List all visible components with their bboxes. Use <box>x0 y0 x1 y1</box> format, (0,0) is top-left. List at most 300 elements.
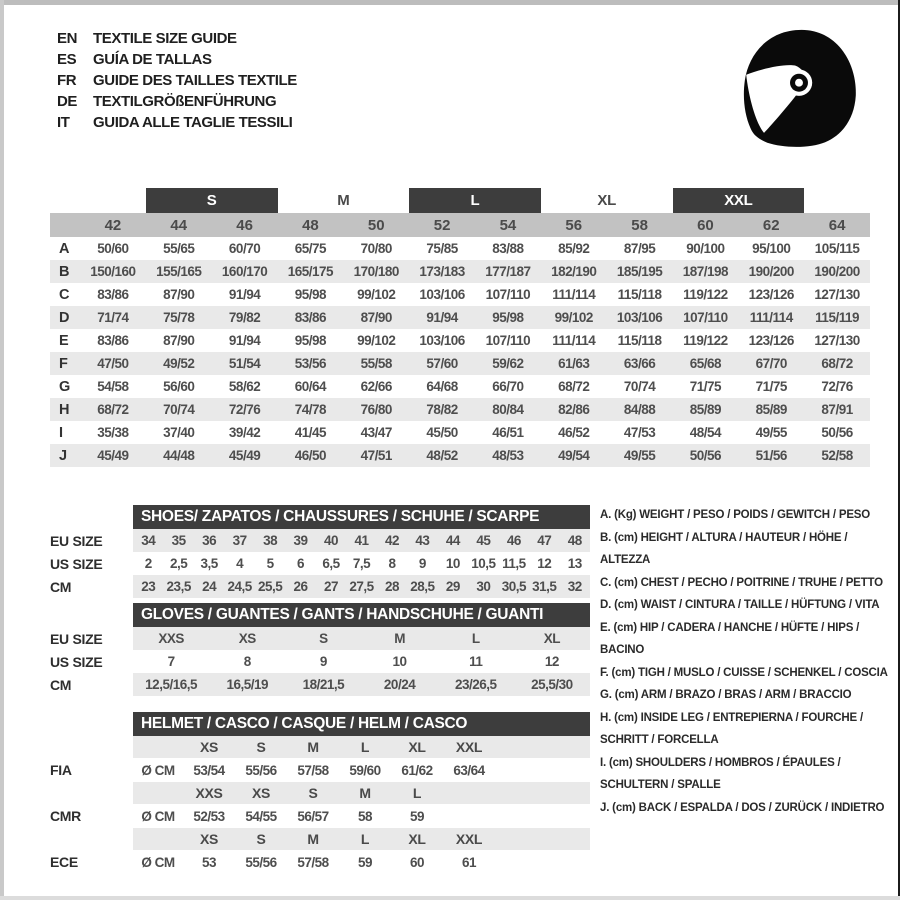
row-label: E <box>59 332 69 349</box>
size-header-cell: 56 <box>565 216 583 234</box>
measurement-value: 59/62 <box>492 356 524 371</box>
value: 32 <box>567 579 582 594</box>
value: S <box>319 631 328 646</box>
size-label: S <box>308 785 318 801</box>
measurement-row <box>50 283 870 306</box>
row-cells <box>133 650 590 673</box>
measurement-value: 48/53 <box>492 448 524 463</box>
measurement-value: 37/40 <box>163 425 195 440</box>
table-row <box>50 552 590 575</box>
unit-spacer <box>133 828 183 850</box>
value: 3,5 <box>200 556 218 571</box>
size-group-label: XL <box>597 192 616 209</box>
table-row <box>50 575 590 598</box>
measurement-value: 119/122 <box>683 287 728 302</box>
value: 7 <box>167 654 175 669</box>
size-label: XXS <box>195 785 223 801</box>
measurement-value: 71/75 <box>755 379 787 394</box>
measurement-value: 49/54 <box>558 448 590 463</box>
measurement-cell <box>343 421 409 444</box>
measurement-cell <box>738 352 804 375</box>
measurement-value: 58/62 <box>228 379 261 394</box>
value-cell <box>514 673 590 696</box>
measurement-value: 155/165 <box>156 264 202 279</box>
value: 46 <box>506 533 521 548</box>
legend-item: H. (cm) INSIDE LEG / ENTREPIERNA / FOURCHE / SCHRITT / FORCELLA <box>600 711 863 746</box>
main-size-table <box>50 188 870 467</box>
value-cell <box>255 552 285 575</box>
value: 52/53 <box>193 808 225 824</box>
value: 7,5 <box>352 556 371 571</box>
measurement-cell <box>607 398 673 421</box>
value: 12,5/16,5 <box>145 677 197 692</box>
measurement-value: 87/90 <box>360 310 392 325</box>
value: 31,5 <box>532 579 557 594</box>
size-header-cell: 42 <box>104 216 122 234</box>
measurement-cell <box>541 283 607 306</box>
measurement-cell <box>409 283 475 306</box>
measurement-cell <box>409 352 475 375</box>
value: 8 <box>388 556 396 571</box>
measurement-value: 68/72 <box>821 356 853 371</box>
measurement-cell <box>673 306 739 329</box>
value-cell <box>339 804 391 828</box>
measurement-value: 51/54 <box>228 356 261 371</box>
unit-spacer <box>133 782 183 804</box>
measurement-value: 50/56 <box>821 425 853 440</box>
page-border-top <box>0 0 900 5</box>
measurement-cell <box>80 260 146 283</box>
value: 47 <box>537 533 552 548</box>
value: 8 <box>243 654 251 669</box>
unit-cell <box>133 758 183 782</box>
value-cell <box>194 552 224 575</box>
value-cell <box>529 529 559 552</box>
measurement-cell <box>607 306 673 329</box>
filler <box>495 804 590 828</box>
row-cells <box>133 782 590 804</box>
measurement-cell <box>541 444 607 467</box>
size-label: XL <box>408 831 426 847</box>
measurement-cell <box>541 421 607 444</box>
value: 12 <box>544 654 559 669</box>
value-cell <box>209 627 285 650</box>
value: 29 <box>445 579 460 594</box>
row-cells <box>133 529 590 552</box>
measurement-cell <box>673 375 739 398</box>
measurement-cell <box>343 283 409 306</box>
value: M <box>394 631 405 646</box>
value-cell <box>133 552 163 575</box>
legend-item: D. (cm) WAIST / CINTURA / TAILLE / HÜFTUNG / VITA <box>600 599 880 611</box>
measurement-value: 83/86 <box>294 310 327 325</box>
measurement-value: 46/51 <box>492 425 524 440</box>
measurement-cell <box>607 260 673 283</box>
value: 30 <box>476 579 491 594</box>
measurement-cell <box>541 306 607 329</box>
legend-item: F. (cm) TIGH / MUSLO / CUISSE / SCHENKEL / COSCIA <box>600 666 888 679</box>
value-cell <box>391 850 443 874</box>
value-cell <box>183 850 235 874</box>
value-cell <box>194 529 224 552</box>
size-header-row <box>50 213 870 237</box>
language-row <box>57 112 297 133</box>
gloves-rows <box>50 627 590 696</box>
measurement-value: 111/114 <box>749 310 793 325</box>
measurement-value: 85/89 <box>689 402 722 417</box>
measurement-cell <box>804 260 870 283</box>
measurement-cell <box>475 329 541 352</box>
row-label: US SIZE <box>50 555 103 572</box>
size-group-label: S <box>146 188 278 213</box>
measurement-value: 45/50 <box>426 425 458 440</box>
value: 12 <box>537 556 552 571</box>
language-code: EN <box>57 30 78 47</box>
measurement-cell <box>804 237 870 260</box>
measurement-cell <box>607 283 673 306</box>
page-border-left <box>0 0 4 900</box>
row-label: EU SIZE <box>50 630 103 647</box>
measurement-value: 82/86 <box>558 402 590 417</box>
measurement-cell <box>343 237 409 260</box>
value-cell <box>183 804 235 828</box>
value: 27 <box>324 579 339 594</box>
value-cell <box>438 650 514 673</box>
filler <box>495 736 590 758</box>
value-cell <box>361 627 437 650</box>
measurement-cell <box>80 375 146 398</box>
measurement-row <box>50 237 870 260</box>
value-cell <box>529 575 559 598</box>
row-label: EU SIZE <box>50 532 103 549</box>
row-label: US SIZE <box>50 653 103 670</box>
language-code: DE <box>57 93 78 110</box>
value: 13 <box>567 556 582 571</box>
measurement-value: 75/85 <box>426 241 458 256</box>
size-cell <box>391 828 443 850</box>
measurement-value: 95/98 <box>492 310 524 325</box>
measurement-value: 43/47 <box>360 425 392 440</box>
measurement-value: 51/56 <box>755 448 787 463</box>
language-label: TEXTILGRÖßENFÜHRUNG <box>93 93 277 110</box>
measurement-value: 87/95 <box>623 241 656 256</box>
language-row <box>57 49 297 70</box>
value: 28,5 <box>410 579 435 594</box>
measurement-cell <box>278 398 344 421</box>
value: 55/56 <box>245 854 277 870</box>
measurement-cell <box>673 421 739 444</box>
row-label: C <box>59 286 70 303</box>
value-cell <box>133 529 163 552</box>
size-header-cell: 50 <box>367 216 385 234</box>
measurement-cell <box>80 444 146 467</box>
row-label-spacer <box>50 736 133 758</box>
value-cell <box>339 758 391 782</box>
filler <box>495 828 590 850</box>
measurement-cell <box>146 352 212 375</box>
page-border-bottom <box>0 896 900 900</box>
size-header-cell: 44 <box>170 216 188 234</box>
value: 24 <box>202 579 217 594</box>
size-cell <box>391 736 443 758</box>
measurement-value: 41/45 <box>294 425 327 440</box>
measurement-row <box>50 306 870 329</box>
measurement-value: 111/114 <box>552 333 596 348</box>
measurement-cell <box>475 352 541 375</box>
size-cell <box>287 828 339 850</box>
measurement-value: 107/110 <box>683 310 728 325</box>
measurement-cell <box>278 444 344 467</box>
measurement-cell <box>804 352 870 375</box>
value-cell <box>438 575 468 598</box>
size-header-cell: 46 <box>236 216 253 234</box>
value-cell <box>285 575 315 598</box>
measurement-value: 84/88 <box>623 402 656 417</box>
measurement-row <box>50 329 870 352</box>
value-cell <box>287 758 339 782</box>
measurement-cell <box>409 444 475 467</box>
value-cell <box>316 529 346 552</box>
value-cell <box>339 850 391 874</box>
measurement-cell <box>212 444 278 467</box>
value: 59 <box>357 854 373 870</box>
unit-label: Ø CM <box>141 762 175 778</box>
value: 38 <box>263 533 278 548</box>
value-cell <box>235 850 287 874</box>
size-label: S <box>256 831 266 847</box>
measurement-cell <box>738 306 804 329</box>
measurement-value: 99/102 <box>357 333 396 348</box>
value: 63/64 <box>453 762 485 778</box>
measurement-cell <box>607 352 673 375</box>
value: 57/58 <box>297 854 329 870</box>
measurement-value: 103/106 <box>419 287 465 302</box>
value: 2,5 <box>170 556 188 571</box>
measurement-value: 55/65 <box>163 241 195 256</box>
standard-label: CMR <box>50 808 81 824</box>
size-group-label: XXL <box>673 188 805 213</box>
value-cell <box>529 552 559 575</box>
measurement-value: 103/106 <box>616 310 663 325</box>
value-cell <box>560 529 590 552</box>
shoes-table <box>50 505 590 598</box>
measurement-value: 91/94 <box>426 310 458 325</box>
measurement-cell <box>80 237 146 260</box>
value-cell <box>346 575 376 598</box>
racing-helmet-icon <box>733 22 865 154</box>
value-cell <box>224 552 254 575</box>
language-code: ES <box>57 51 77 68</box>
filler <box>495 850 590 874</box>
measurement-value: 53/56 <box>294 356 327 371</box>
value-cell <box>287 850 339 874</box>
measurement-value: 57/60 <box>426 356 458 371</box>
measurement-cell <box>343 329 409 352</box>
measurement-cell <box>804 306 870 329</box>
helmet-value-row <box>50 804 590 828</box>
measurement-cell <box>409 237 475 260</box>
unit-label: Ø CM <box>141 854 175 870</box>
row-label: A <box>59 240 70 257</box>
measurement-value: 47/53 <box>623 425 656 440</box>
size-cell <box>287 782 339 804</box>
measurement-cell <box>409 421 475 444</box>
measurement-value: 185/195 <box>616 264 663 279</box>
value-cell <box>499 575 529 598</box>
measurement-value: 47/50 <box>97 356 129 371</box>
value: 58 <box>357 808 373 824</box>
value-cell <box>407 575 437 598</box>
measurement-cell <box>738 329 804 352</box>
size-label: XS <box>199 739 219 755</box>
value: 2 <box>144 556 152 571</box>
value: 61/62 <box>401 762 433 778</box>
value-cell <box>443 758 495 782</box>
group-spacer <box>50 188 146 213</box>
measurement-value: 79/82 <box>228 310 261 325</box>
measurement-value: 49/52 <box>163 356 195 371</box>
size-header-spacer <box>50 213 80 237</box>
size-header-cell: 62 <box>762 216 780 234</box>
measurement-cell <box>673 260 739 283</box>
measurement-value: 127/130 <box>814 287 860 302</box>
legend-item: I. (cm) SHOULDERS / HOMBROS / ÉPAULES / SCHULTERN / SPALLE <box>600 756 841 791</box>
value-cell <box>438 552 468 575</box>
measurement-value: 55/58 <box>360 356 392 371</box>
measurement-row <box>50 444 870 467</box>
helmet-rows <box>50 736 590 874</box>
value: 41 <box>354 533 369 548</box>
value-cell <box>285 627 361 650</box>
measurement-value: 78/82 <box>426 402 458 417</box>
size-label: S <box>256 739 266 755</box>
size-label: XS <box>251 785 271 801</box>
language-label: TEXTILE SIZE GUIDE <box>93 30 237 47</box>
measurement-value: 75/78 <box>163 310 195 325</box>
measurement-value: 70/80 <box>360 241 392 256</box>
value: 53 <box>201 854 217 870</box>
measurement-value: 60/70 <box>228 241 261 256</box>
language-row <box>57 91 297 112</box>
value-cell <box>133 575 163 598</box>
size-header-cell: 60 <box>697 216 714 234</box>
value-cell <box>316 552 346 575</box>
value: 43 <box>415 533 430 548</box>
measurement-value: 48/54 <box>689 425 722 440</box>
row-label-spacer <box>50 828 133 850</box>
value-cell <box>499 552 529 575</box>
size-cell <box>443 828 495 850</box>
legend-item: B. (cm) HEIGHT / ALTURA / HAUTEUR / HÖHE / ALTEZZA <box>600 531 848 566</box>
value: 9 <box>418 556 426 571</box>
measurement-value: 70/74 <box>163 402 195 417</box>
measurement-value: 50/60 <box>97 241 129 256</box>
measurement-cell <box>475 398 541 421</box>
measurement-cell <box>409 398 475 421</box>
row-label: B <box>59 263 70 280</box>
measurement-value: 87/90 <box>163 287 195 302</box>
measurement-cell <box>475 237 541 260</box>
measurement-value: 85/92 <box>558 241 590 256</box>
measurement-cell <box>738 237 804 260</box>
measurement-value: 107/110 <box>485 287 531 302</box>
measurement-cell <box>146 329 212 352</box>
measurement-cell <box>278 306 344 329</box>
measurement-value: 80/84 <box>492 402 524 417</box>
measurement-cell <box>541 352 607 375</box>
group-spacer <box>804 188 870 213</box>
value-cell <box>209 650 285 673</box>
measurement-row <box>50 260 870 283</box>
value-cell <box>560 552 590 575</box>
value: 10,5 <box>471 556 496 571</box>
value-cell <box>235 804 287 828</box>
measurement-value: 66/70 <box>492 379 524 394</box>
row-label-spacer <box>50 782 133 804</box>
size-cell <box>183 782 235 804</box>
measurement-cell <box>738 260 804 283</box>
value: 20/24 <box>383 677 416 692</box>
measurement-value: 103/106 <box>419 333 465 348</box>
value: 39 <box>293 533 308 548</box>
measurement-value: 83/88 <box>492 241 524 256</box>
measurement-cell <box>80 283 146 306</box>
value: 54/55 <box>245 808 277 824</box>
measurement-cell <box>146 283 212 306</box>
measurement-cell <box>146 306 212 329</box>
measurement-value: 45/49 <box>97 448 129 463</box>
size-header-cell: 48 <box>302 216 319 234</box>
value: 10 <box>392 654 407 669</box>
value-cell <box>133 650 209 673</box>
value-cell <box>407 552 437 575</box>
measurement-cell <box>343 375 409 398</box>
language-label: GUIDE DES TAILLES TEXTILE <box>93 72 297 89</box>
measurement-value: 123/126 <box>748 287 794 302</box>
value: 11 <box>469 654 483 669</box>
measurement-cell <box>278 352 344 375</box>
value-cell <box>377 575 407 598</box>
gloves-title-bar: GLOVES / GUANTES / GANTS / HANDSCHUHE / GUANTI <box>133 603 590 627</box>
language-list <box>57 28 297 133</box>
measurement-value: 49/55 <box>755 425 787 440</box>
size-cell <box>391 782 443 804</box>
value-cell <box>163 552 193 575</box>
gloves-table <box>50 603 590 696</box>
measurement-cell <box>607 421 673 444</box>
measurement-value: 45/49 <box>228 448 261 463</box>
value: 34 <box>141 533 156 548</box>
measurement-value: 182/190 <box>551 264 597 279</box>
measurement-cell <box>475 283 541 306</box>
row-label: I <box>59 424 64 441</box>
measurement-value: 74/78 <box>294 402 327 417</box>
measurement-cell <box>146 398 212 421</box>
helmet-value-row <box>50 758 590 782</box>
measurement-cell <box>541 237 607 260</box>
measurement-cell <box>80 352 146 375</box>
value: 18/21,5 <box>302 677 345 692</box>
value: 23/26,5 <box>454 677 497 692</box>
measurement-value: 68/72 <box>558 379 590 394</box>
language-code: FR <box>57 72 77 89</box>
measurement-value: 83/86 <box>97 287 129 302</box>
value: 23 <box>141 579 156 594</box>
measurement-cell <box>673 398 739 421</box>
value-cell <box>133 627 209 650</box>
measurement-cell <box>212 306 278 329</box>
measurement-cell <box>804 329 870 352</box>
